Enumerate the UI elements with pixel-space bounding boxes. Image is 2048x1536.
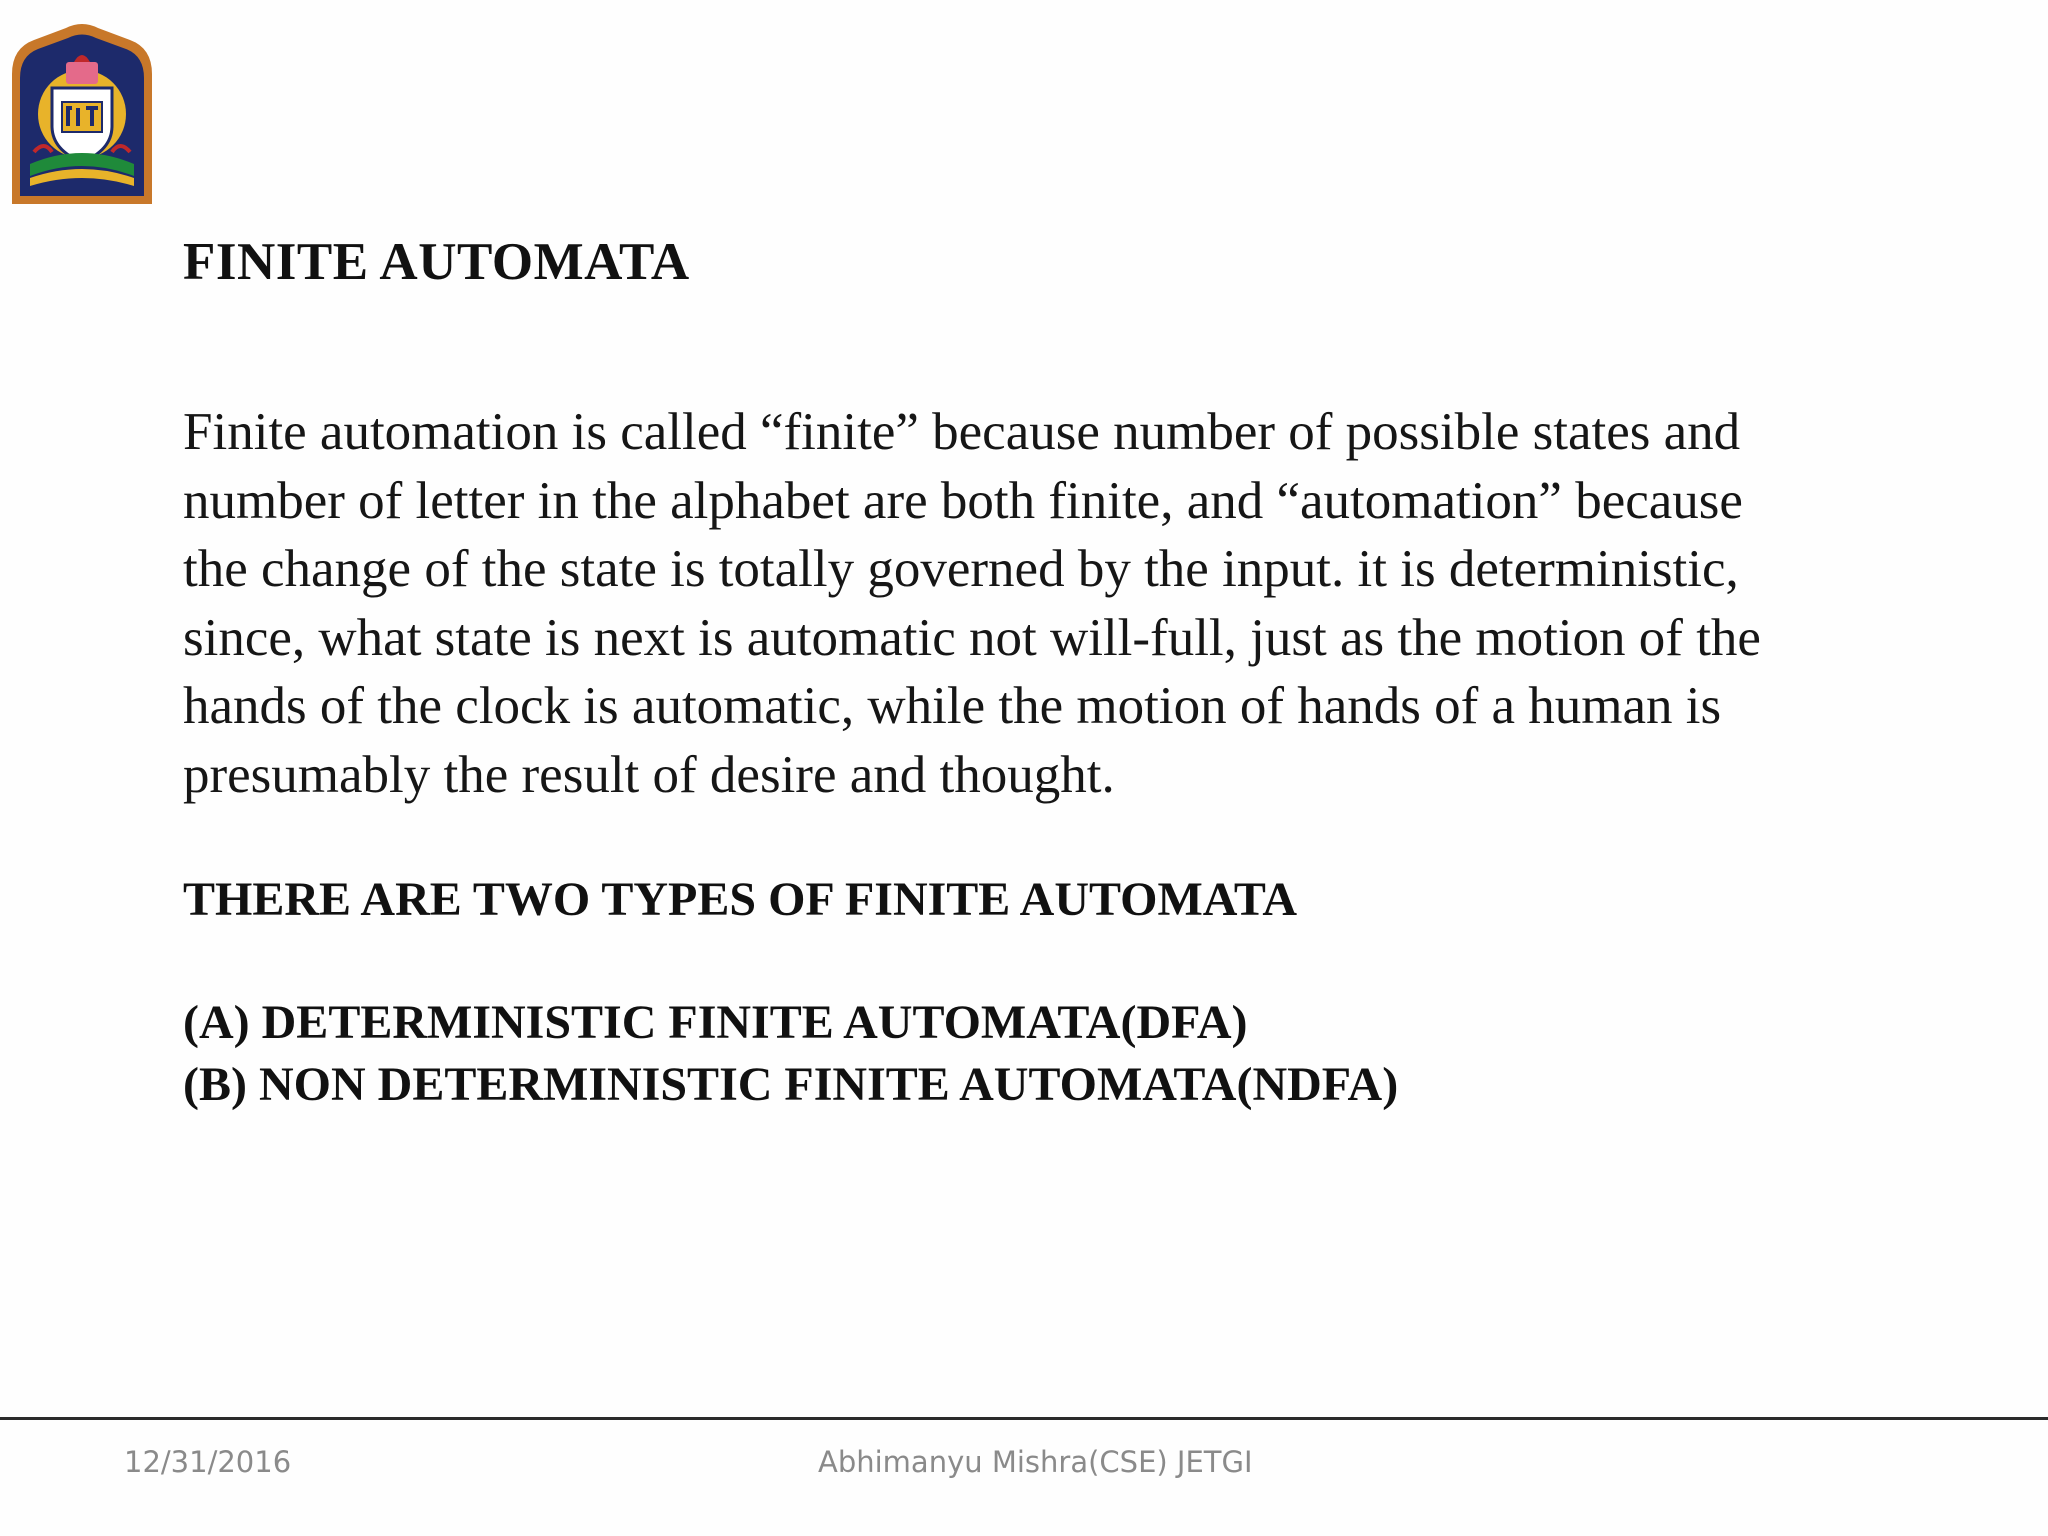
- footer-author: Abhimanyu Mishra(CSE) JETGI: [818, 1445, 1253, 1479]
- paragraph-line: since, what state is next is automatic not will-full, just as the motion of the: [183, 608, 1761, 667]
- slide-title: FINITE AUTOMATA: [183, 233, 690, 291]
- type-item-dfa: (A) DETERMINISTIC FINITE AUTOMATA(DFA): [183, 996, 1248, 1049]
- paragraph-line: Finite automation is called “finite” because number of possible states and: [183, 403, 1741, 461]
- type-item-ndfa: (B) NON DETERMINISTIC FINITE AUTOMATA(NDFA): [183, 1058, 1399, 1111]
- paragraph-line: number of letter in the alphabet are both finite, and “automation” because: [183, 471, 1743, 530]
- paragraph-line: hands of the clock is automatic, while the motion of hands of a human is: [183, 677, 1722, 735]
- paragraph-line: presumably the result of desire and thought.: [183, 745, 1115, 804]
- definition-paragraph: [183, 398, 1903, 809]
- footer-divider: [0, 1417, 2048, 1420]
- footer-date: 12/31/2016: [124, 1445, 292, 1479]
- types-heading: THERE ARE TWO TYPES OF FINITE AUTOMATA: [183, 873, 1298, 926]
- types-list: [183, 992, 1398, 1116]
- paragraph-line: the change of the state is totally governed by the input. it is deterministic,: [183, 540, 1739, 598]
- college-crest-logo-icon: [4, 14, 160, 208]
